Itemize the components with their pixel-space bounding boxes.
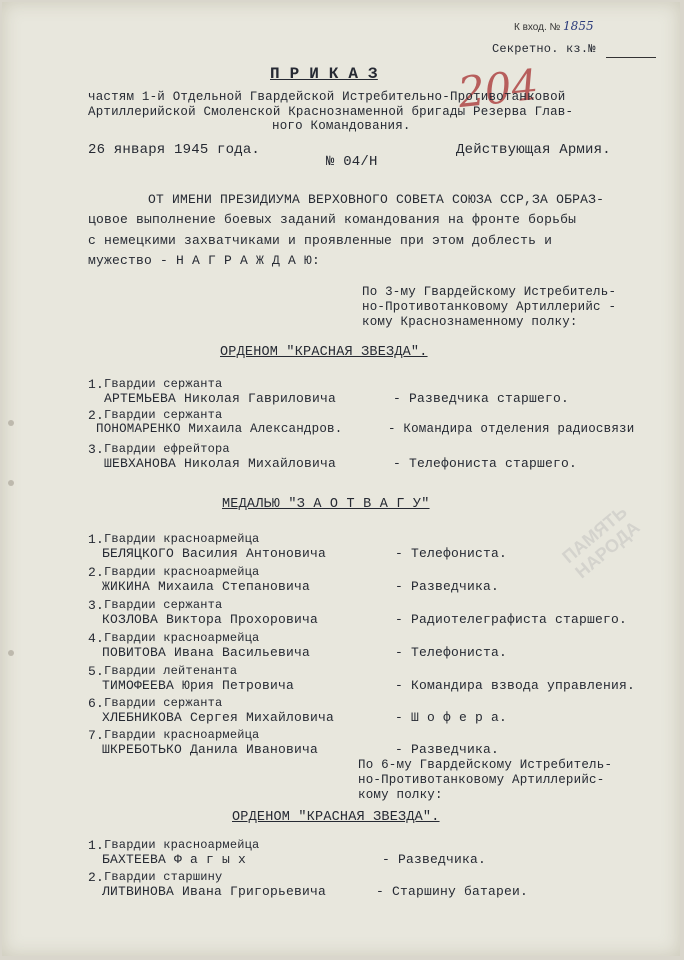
item-name: КОЗЛОВА Виктора Прохоровича bbox=[102, 612, 319, 627]
preamble-line4: мужество - Н А Г Р А Ж Д А Ю: bbox=[88, 253, 321, 268]
item-name: ТИМОФЕЕВА Юрия Петровича bbox=[102, 678, 295, 693]
item-rank: Гвардии красноармейца bbox=[104, 532, 260, 546]
subtitle-line1: частям 1-й Отдельной Гвардейской Истребительно-Противотанковой bbox=[88, 90, 566, 104]
preamble-line1: ОТ ИМЕНИ ПРЕЗИДИУМА ВЕРХОВНОГО СОВЕТА СОЮЗА ССР,ЗА ОБРАЗ- bbox=[148, 192, 605, 207]
item-role: - Телефониста. bbox=[395, 645, 508, 660]
regiment2-line3: кому полку: bbox=[358, 788, 443, 802]
red-handwritten-annotation: 204 bbox=[455, 59, 541, 118]
item-number: 6. bbox=[88, 696, 105, 711]
regiment2-line1: По 6-му Гвардейскому Истребитель- bbox=[358, 758, 613, 772]
item-rank: Гвардии красноармейца bbox=[104, 838, 260, 852]
item-number: 3. bbox=[88, 442, 105, 457]
regiment1-line2: но-Противотанковому Артиллерийс - bbox=[362, 300, 617, 314]
item-rank: Гвардии сержанта bbox=[104, 408, 223, 422]
item-number: 1. bbox=[88, 532, 105, 547]
item-number: 4. bbox=[88, 631, 105, 646]
item-role: - Разведчика. bbox=[395, 579, 500, 594]
order-date: 26 января 1945 года. bbox=[88, 142, 261, 158]
item-number: 2. bbox=[88, 870, 105, 885]
regiment2-line2: но-Противотанковому Артиллерийс- bbox=[358, 773, 605, 787]
item-rank: Гвардии красноармейца bbox=[104, 728, 260, 742]
item-rank: Гвардии сержанта bbox=[104, 598, 223, 612]
page-title: П Р И К А З bbox=[270, 65, 378, 83]
item-rank: Гвардии ефрейтора bbox=[104, 442, 230, 456]
item-role: - Телефониста старшего. bbox=[393, 456, 578, 471]
item-role: - Старшину батареи. bbox=[376, 884, 529, 899]
item-name: АРТЕМЬЕВА Николая Гавриловича bbox=[104, 391, 337, 406]
item-number: 2. bbox=[88, 408, 105, 423]
preamble-line3: с немецкими захватчиками и проявленные при этом доблесть и bbox=[88, 233, 553, 248]
item-name: ПОВИТОВА Ивана Васильевича bbox=[102, 645, 311, 660]
item-rank: Гвардии сержанта bbox=[104, 377, 223, 391]
item-rank: Гвардии сержанта bbox=[104, 696, 223, 710]
item-role: - Разведчика старшего. bbox=[393, 391, 570, 406]
incoming-number: 1855 bbox=[563, 19, 594, 33]
item-rank: Гвардии красноармейца bbox=[104, 565, 260, 579]
item-number: 1. bbox=[88, 838, 105, 853]
regiment1-line3: кому Краснознаменному полку: bbox=[362, 315, 578, 329]
regiment1-line1: По 3-му Гвардейскому Истребитель- bbox=[362, 285, 617, 299]
item-role: - Радиотелеграфиста старшего. bbox=[395, 612, 628, 627]
secret-number-line bbox=[606, 57, 656, 58]
item-name: БАХТЕЕВА Ф а г ы х bbox=[102, 852, 247, 867]
item-name: БЕЛЯЦКОГО Василия Антоновича bbox=[102, 546, 327, 561]
document-page bbox=[2, 2, 680, 956]
subtitle-line3: ного Командования. bbox=[272, 119, 411, 133]
preamble-line2: цовое выполнение боевых заданий командования на фронте борьбы bbox=[88, 212, 577, 227]
section3-title: ОРДЕНОМ "КРАСНАЯ ЗВЕЗДА". bbox=[232, 810, 440, 825]
item-name: ШКРЕБОТЬКО Данила Ивановича bbox=[102, 742, 319, 757]
order-place: Действующая Армия. bbox=[456, 142, 611, 158]
item-role: - Разведчика. bbox=[382, 852, 487, 867]
section1-title: ОРДЕНОМ "КРАСНАЯ ЗВЕЗДА". bbox=[220, 345, 428, 360]
item-name: ХЛЕБНИКОВА Сергея Михайловича bbox=[102, 710, 335, 725]
item-role: - Разведчика. bbox=[395, 742, 500, 757]
incoming-stamp bbox=[514, 19, 594, 33]
item-rank: Гвардии старшину bbox=[104, 870, 223, 884]
item-name: ЖИКИНА Михаила Степановича bbox=[102, 579, 311, 594]
item-number: 7. bbox=[88, 728, 105, 743]
section2-title: МЕДАЛЬЮ "З А О Т В А Г У" bbox=[222, 497, 430, 512]
item-role: - Командира взвода управления. bbox=[395, 678, 636, 693]
item-number: 3. bbox=[88, 598, 105, 613]
item-number: 5. bbox=[88, 664, 105, 679]
incoming-label: К вход. № bbox=[514, 22, 561, 33]
item-name: ШЕВХАНОВА Николая Михайловича bbox=[104, 456, 337, 471]
item-rank: Гвардии лейтенанта bbox=[104, 664, 238, 678]
order-number: № 04/Н bbox=[326, 154, 378, 170]
item-role: - Телефониста. bbox=[395, 546, 508, 561]
subtitle-line2: Артиллерийской Смоленской Краснознаменной бригады Резерва Глав- bbox=[88, 105, 574, 119]
item-role: - Командира отделения радиосвязи bbox=[388, 422, 635, 436]
item-name: ЛИТВИНОВА Ивана Григорьевича bbox=[102, 884, 327, 899]
watermark: ПАМЯТЬ НАРОДА bbox=[558, 501, 644, 583]
item-number: 1. bbox=[88, 377, 105, 392]
item-rank: Гвардии красноармейца bbox=[104, 631, 260, 645]
secret-label: Секретно. кз.№ bbox=[492, 42, 596, 56]
item-role: - Ш о ф е р а. bbox=[395, 710, 508, 725]
item-name: ПОНОМАРЕНКО Михаила Александров. bbox=[96, 422, 343, 436]
item-number: 2. bbox=[88, 565, 105, 580]
